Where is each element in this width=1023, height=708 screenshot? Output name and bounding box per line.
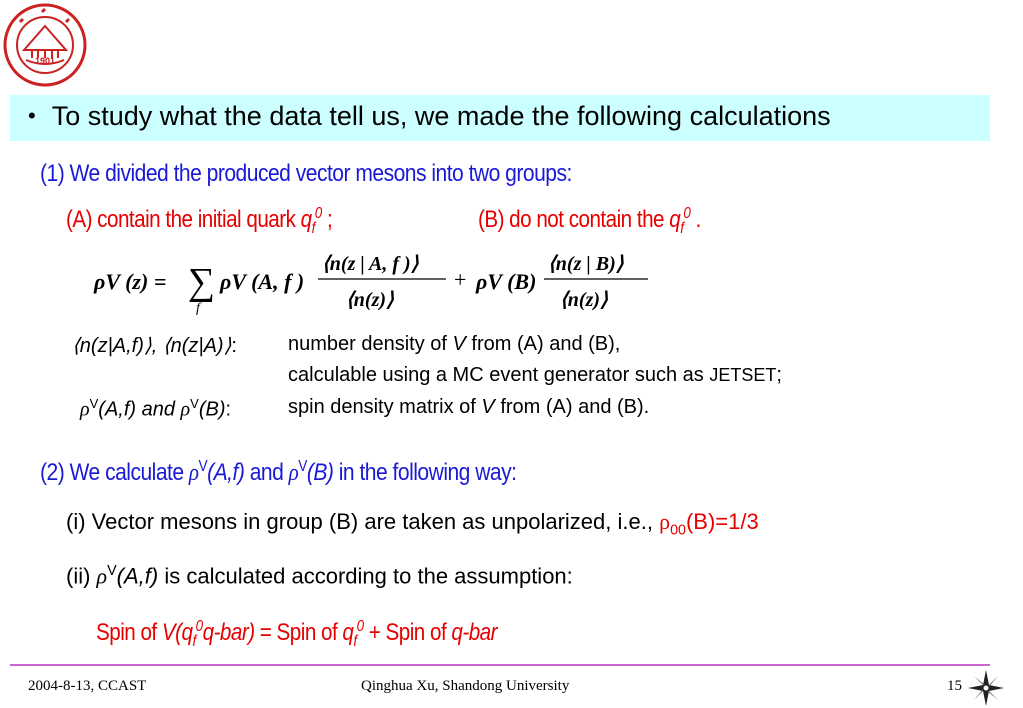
spin-e-sub: f [353, 632, 357, 650]
university-logo [2, 2, 88, 88]
item2-sup: V [107, 563, 117, 579]
def-number-density-text [288, 333, 620, 356]
banner-text-line [28, 101, 831, 132]
spin-d: = Spin of [254, 619, 343, 646]
footer-page-number: 15 [947, 678, 962, 694]
spin-f: + Spin of [363, 619, 452, 646]
def3-rho2: ρ [180, 398, 191, 421]
def3-sup1: V [89, 396, 99, 411]
group-b-sub: f [680, 219, 684, 237]
group-b-suffix: . [690, 206, 701, 233]
item2-prefix: (ii) [66, 563, 97, 589]
sec2-sup2: V [298, 458, 307, 475]
spin-rule [96, 618, 497, 651]
def1-text-b: from (A) and (B), [465, 333, 621, 355]
def1-v: V [452, 333, 466, 355]
group-a-line [66, 205, 332, 238]
footer-divider [10, 664, 990, 666]
def3-rho1: ρ [80, 398, 90, 421]
sec2-rho2: ρ [288, 459, 299, 487]
item2-arg: (A,f) [116, 563, 159, 589]
def-spin-matrix-symbol [80, 396, 231, 422]
def3-v: V [481, 396, 495, 418]
def2-jetset: JETSET [709, 365, 777, 385]
bullet-glyph: • [28, 103, 36, 128]
title-banner [10, 95, 990, 141]
item2-rho: ρ [96, 563, 108, 589]
group-a-sup: 0 [314, 205, 322, 222]
group-b-quark: q [669, 206, 681, 233]
sec2-prefix: (2) We calculate [40, 459, 189, 487]
spin-b-sup: 0 [195, 618, 203, 635]
group-a-prefix: (A) contain the initial quark [66, 206, 301, 233]
compass-star-icon [966, 668, 1006, 708]
density-equation [92, 246, 652, 322]
sec2-arg2: (B) [306, 459, 334, 487]
item-unpolarized [66, 509, 759, 538]
group-b-prefix: (B) do not contain the [478, 206, 670, 233]
sec2-arg1: (A,f) [207, 459, 245, 487]
def3-mid2: (B) [198, 398, 226, 421]
sec2-sup1: V [198, 458, 208, 475]
def3-sup2: V [190, 396, 199, 411]
group-a-suffix: ; [321, 206, 333, 233]
def1-symbols: ⟨n(z|A,f)⟩, ⟨n(z|A)⟩ [72, 335, 232, 357]
eq-plus: + [454, 267, 467, 292]
spin-b: V(q [161, 619, 193, 646]
def2-text-a: calculable using a MC event generator such as [288, 364, 710, 386]
sec2-suffix: in the following way: [333, 459, 517, 487]
banner-title: To study what the data tell us, we made the following calculations [51, 101, 831, 131]
def-calculable-text [288, 364, 782, 387]
group-b-line [478, 205, 701, 238]
def3-text-a: spin density matrix of [288, 396, 482, 418]
def3-colon: : [225, 398, 232, 421]
def1-text-a: number density of [288, 333, 453, 355]
item1-value: (B)=1/3 [685, 509, 759, 534]
eq-frac2-num: ⟨n(z | B)⟩ [548, 253, 624, 275]
item2-suffix: is calculated according to the assumption: [158, 563, 573, 589]
def-number-density-symbol [72, 333, 237, 358]
item1-rho: ρ [659, 509, 671, 534]
footer-author: Qinghua Xu, Shandong University [361, 678, 570, 694]
eq-frac1-num: ⟨n(z | A, f )⟩ [322, 253, 419, 275]
spin-e-sup: 0 [356, 618, 364, 635]
spin-a: Spin of [96, 619, 162, 646]
eq-frac2-den: ⟨n(z)⟩ [560, 289, 608, 311]
spin-c: q-bar) [202, 619, 255, 646]
def3-mid1: (A,f) and [98, 398, 181, 421]
def3-text-b: from (A) and (B). [494, 396, 650, 418]
spin-e: q [342, 619, 354, 646]
group-b-sup: 0 [683, 205, 691, 222]
eq-term2: ρV (B) [476, 269, 537, 294]
eq-lhs: ρV (z) = [94, 269, 167, 294]
eq-sum-sign: ∑ [188, 261, 216, 303]
footer-date-event: 2004-8-13, CCAST [28, 678, 147, 694]
eq-term1: ρV (A, f ) [220, 269, 305, 294]
section1-heading: (1) We divided the produced vector mesons into two groups: [40, 160, 572, 187]
def1-colon: : [231, 335, 237, 357]
group-a-sub: f [311, 219, 315, 237]
def2-text-b: ; [776, 364, 782, 386]
spin-g: q-bar [451, 619, 497, 646]
item1-sub: 00 [670, 522, 686, 539]
item1-text: (i) Vector mesons in group (B) are taken as unpolarized, i.e., [66, 509, 660, 534]
sec2-rho1: ρ [188, 459, 199, 487]
group-a-quark: q [300, 206, 312, 233]
def-spin-matrix-text [288, 396, 649, 419]
eq-sum-index: f [196, 301, 200, 316]
logo-year: 1901 [34, 56, 56, 66]
spin-b-sub: f [192, 632, 196, 650]
sec2-and: and [244, 459, 289, 487]
eq-frac1-den: ⟨n(z)⟩ [346, 289, 394, 311]
item-assumption [66, 563, 573, 589]
section2-heading [40, 458, 516, 487]
